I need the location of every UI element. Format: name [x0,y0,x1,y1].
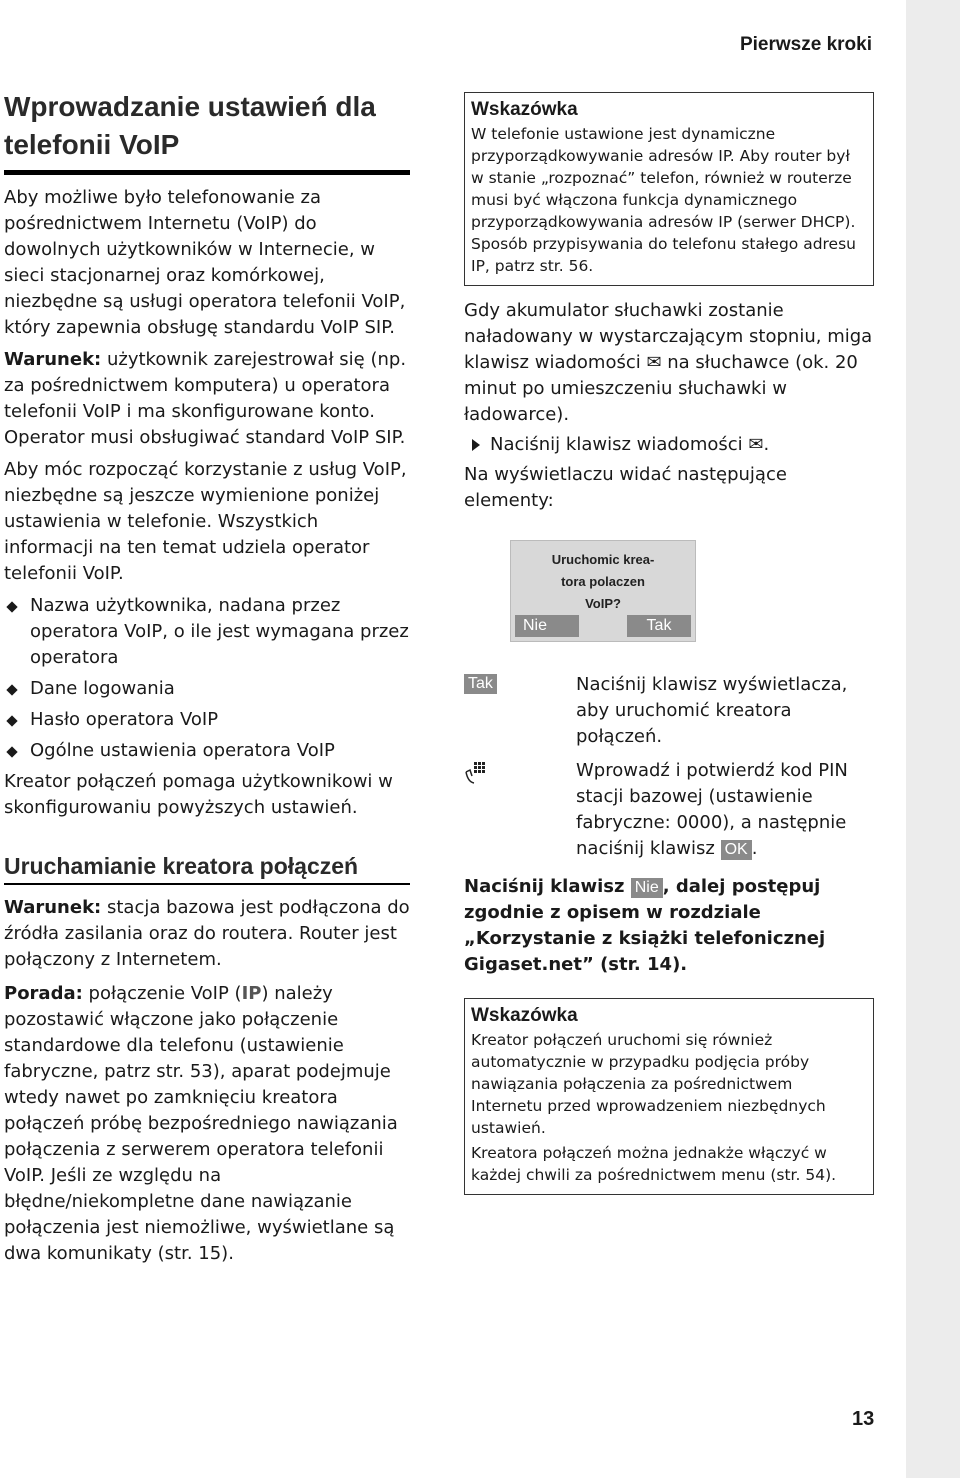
step-text: Naciśnij klawisz wyświetlacza, aby uruchomić kreatora połączeń. [576,674,848,747]
no-key[interactable]: Nie [631,878,663,898]
step-text: Wprowadź i potwierdź kod PIN stacji bazowej (ustawienie fabryczne: 0000), a następnie naciśnij klawisz [576,760,848,859]
instruction-text: Naciśnij klawisz wiadomości ✉. [490,434,770,455]
right-column [464,92,874,1195]
requirement-text: użytkownik zarejestrował się (np. za pośrednictwem komputera) u operatora telefonii VoIP i ma skonfigurowane konto. Operator musi obsługiwać standard VoIP SIP. [4,349,407,448]
arrow-right-icon [472,439,480,451]
title-line-2: telefonii VoIP [4,129,180,160]
note-box-dhcp [464,92,874,286]
section-title: Uruchamianie kreatora połączeń [4,853,359,879]
battery-paragraph: Gdy akumulator słuchawki zostanie naładowany w wystarczającym stopniu, miga klawisz wiadomości ✉ na słuchawce (ok. 20 minut po umieszczeniu słuchawki w ładowarce). [464,300,873,425]
page-edge-tab [906,0,960,1478]
list-item: Ogólne ustawienia operatora VoIP [4,738,410,764]
ip-icon: IP [241,983,262,1004]
page-number: 13 [852,1408,875,1430]
note-box-wizard [464,998,874,1195]
running-header: Pierwsze kroki [739,34,872,55]
requirement2-label: Warunek: [4,897,102,918]
left-column [4,88,410,1267]
tip-paragraph: Porada: połączenie VoIP (IP) należy pozostawić włączone jako połączenie standardowe dla telefonu (ustawienie fabryczne, patrz str. 53), aparat podejmuje wtedy nawet po zamknięciu kreatora połączeń próbę bezpośredniego nawiązania połączenia z serwerem operatora telefonii VoIP. Jeśli ze względu na błędne/niekompletne dane nawiązanie połączenia jest niemożliwe, wyświetlane są dwa komunikaty (str. 15). [4,983,398,1264]
display-message: Uruchomic krea- tora polaczen VoIP? [551,552,655,611]
list-item: Nazwa użytkownika, nadana przez operatora VoIP, o ile jest wymagana przez operatora [4,593,410,671]
diamond-bullet-icon [6,601,17,612]
step-press-yes [464,672,874,750]
no-key-instruction: Naciśnij klawisz Nie , dalej postępuj zgodnie z opisem w rozdziale „Korzystanie z książki telefonicznej Gigaset.net” (str. 14). [464,876,826,975]
yes-key[interactable]: Tak [464,674,497,694]
note-text: Kreator połączeń uruchomi się również automatycznie w przypadku podjęcia próby nawiązania połączenia za pośrednictwem Internetu przed wprowadzeniem niezbędnych ustawień. [471,1031,826,1137]
wizard-help-paragraph: Kreator połączeń pomaga użytkownikowi w skonfigurowaniu powyższych ustawień. [4,771,393,818]
page-title [4,88,410,164]
requirement-paragraph [4,347,410,451]
step-enter-pin: Wprowadź i potwierdź kod PIN stacji bazowej (ustawienie fabryczne: 0000), a następnie naciśnij klawisz OK . [464,758,874,862]
diamond-bullet-icon [6,746,17,757]
requirement2-paragraph [4,895,410,973]
title-rule [4,170,410,175]
settings-paragraph: Aby móc rozpocząć korzystanie z usług VoIP, niezbędne są jeszcze wymienione poniżej ustawienia w telefonie. Wszystkich informacji na ten temat udziela operator telefonii VoIP. [4,459,407,584]
note-text: W telefonie ustawione jest dynamiczne przyporządkowywanie adresów IP. Aby router był w stanie „rozpoznać” telefon, również w routerze musi być włączona funkcja dynamicznego przyporządkowywania adresów IP (serwer DHCP). Sposób przypisywania do telefonu stałego adresu IP, patrz str. 56. [471,125,856,275]
note-title: Wskazówka [471,99,578,120]
requirement-label: Warunek: [4,349,102,370]
ok-key[interactable]: OK [721,840,752,860]
intro-paragraph: Aby możliwe było telefonowanie za pośrednictwem Internetu (VoIP) do dowolnych użytkowników w Internecie, w sieci stacjonarnej oraz komórkowej, niezbędne są usługi operatora telefonii VoIP, który zapewnia obsługę standardu VoIP SIP. [4,187,406,338]
steps-list [464,672,874,862]
list-item: Hasło operatora VoIP [4,707,410,733]
instruction-step [464,432,874,458]
tip-label: Porada: [4,983,83,1004]
display-key-no[interactable]: Nie [515,615,579,637]
section-rule [4,883,410,885]
title-line-1: Wprowadzanie ustawień dla [4,91,376,122]
display-intro-paragraph: Na wyświetlaczu widać następujące elementy: [464,464,787,511]
display-key-yes[interactable]: Tak [627,615,691,637]
requirement2-text: stacja bazowa jest podłączona do źródła zasilania oraz do routera. Router jest połączony z Internetem. [4,897,410,970]
diamond-bullet-icon [6,684,17,695]
list-item: Dane logowania [4,676,410,702]
note-text: Kreatora połączeń można jednakże włączyć w każdej chwili za pośrednictwem menu (str. 54). [471,1144,837,1184]
handset-display-screen [510,540,696,642]
settings-list [4,593,410,764]
keypad-icon [464,760,486,792]
note-title: Wskazówka [471,1005,578,1026]
diamond-bullet-icon [6,715,17,726]
